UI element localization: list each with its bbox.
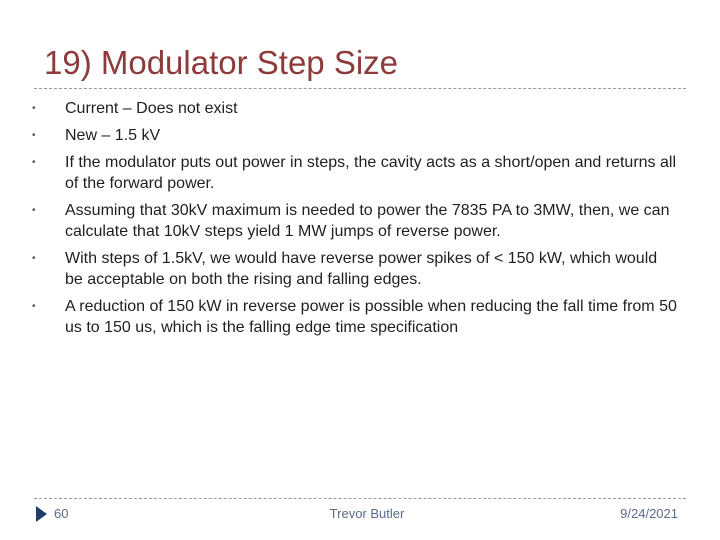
bullet-text: New – 1.5 kV — [65, 127, 161, 144]
slide-title: 19) Modulator Step Size — [44, 44, 399, 81]
bullet-item — [28, 98, 678, 119]
bullet-dot-icon: • — [32, 130, 36, 141]
bullet-text: If the modulator puts out power in steps, the cavity acts as a short/open and returns all of the forward power. — [65, 154, 676, 192]
bullet-item — [28, 152, 678, 194]
bullet-item — [28, 200, 678, 242]
bullet-text: Assuming that 30kV maximum is needed to power the 7835 PA to 3MW, then, we can calculate that 10kV steps yield 1 MW jumps of reverse power. — [65, 202, 670, 240]
bullet-dot-icon: • — [32, 205, 36, 216]
bullet-dot-icon: • — [32, 301, 36, 312]
bullet-list — [28, 98, 678, 344]
footer-date: 9/24/2021 — [620, 506, 678, 521]
bullet-text: With steps of 1.5kV, we would have reverse power spikes of < 150 kW, which would be acceptable on both the rising and falling edges. — [65, 250, 658, 288]
bullet-item — [28, 125, 678, 146]
bullet-text: A reduction of 150 kW in reverse power is possible when reducing the fall time from 50 us to 150 us, which is the falling edge time specification — [65, 298, 677, 336]
page-number: 60 — [54, 506, 69, 521]
bullet-text: Current – Does not exist — [65, 100, 238, 117]
bullet-dot-icon: • — [32, 253, 36, 264]
bullet-item — [28, 296, 678, 338]
bullet-dot-icon: • — [32, 103, 36, 114]
footer-divider — [34, 498, 686, 499]
footer-author: Trevor Butler — [329, 506, 405, 521]
bullet-item — [28, 248, 678, 290]
title-divider — [34, 88, 686, 89]
bullet-dot-icon: • — [32, 157, 36, 168]
